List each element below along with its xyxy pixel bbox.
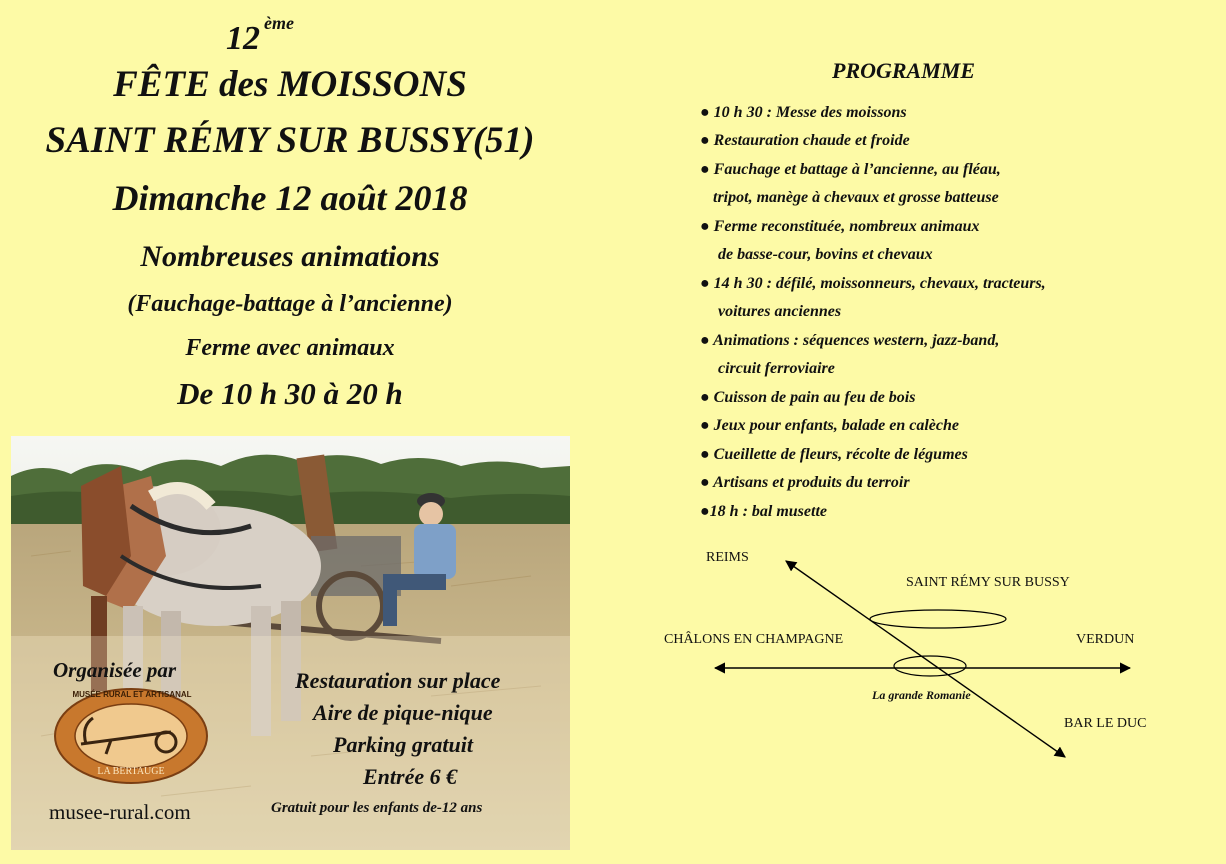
programme-item-cont: voitures anciennes bbox=[718, 303, 842, 320]
programme-item: ● Ferme reconstituée, nombreux animaux bbox=[700, 218, 980, 235]
animations-heading: Nombreuses animations bbox=[140, 240, 440, 273]
programme-item: ● Artisans et produits du terroir bbox=[700, 474, 910, 491]
programme-item: ● Jeux pour enfants, balade en calèche bbox=[700, 417, 959, 434]
animations-detail: (Fauchage-battage à l’ancienne) bbox=[127, 291, 453, 317]
programme-item: ● Cueillette de fleurs, récolte de légumes bbox=[700, 446, 968, 463]
programme-item: ● Animations : séquences western, jazz-band, bbox=[700, 332, 1000, 349]
programme-item: ● Restauration chaude et froide bbox=[700, 132, 910, 149]
programme-item: ● Cuisson de pain au feu de bois bbox=[700, 389, 916, 406]
edition-number: 12 $^{ème}$ bbox=[226, 13, 294, 57]
programme-item: ● 10 h 30 : Messe des moissons bbox=[700, 104, 907, 121]
map-label-saint-remy: SAINT RÉMY SUR BUSSY bbox=[906, 575, 1070, 590]
map-label-bar-le-duc: BAR LE DUC bbox=[1064, 716, 1147, 731]
organised-by-label: Organisée par bbox=[53, 658, 177, 682]
map-label-verdun: VERDUN bbox=[1076, 632, 1135, 647]
info-picnic: Aire de pique-nique bbox=[313, 700, 493, 725]
grande-romanie-marker bbox=[894, 656, 966, 676]
info-restauration: Restauration sur place bbox=[295, 668, 501, 693]
event-header bbox=[0, 0, 580, 430]
programme-item: ●18 h : bal musette bbox=[700, 503, 827, 520]
programme-item-cont: de basse-cour, bovins et chevaux bbox=[718, 246, 933, 263]
harvest-photo bbox=[11, 436, 570, 850]
harvest-scene-image bbox=[11, 436, 570, 850]
map-label-grande-romanie: La grande Romanie bbox=[872, 688, 971, 702]
edition-suffix: ème bbox=[264, 13, 294, 33]
saint-remy-marker bbox=[870, 610, 1006, 628]
hours-text: De 10 h 30 à 20 h bbox=[177, 376, 403, 411]
info-free-children: Gratuit pour les enfants de-12 ans bbox=[271, 800, 483, 816]
logo-text-bottom: LA BERTAUGE bbox=[97, 766, 165, 777]
info-price: Entrée 6 € bbox=[363, 764, 458, 789]
programme-item-cont: circuit ferroviaire bbox=[718, 360, 835, 377]
programme-title: PROGRAMME bbox=[832, 58, 976, 83]
farm-text: Ferme avec animaux bbox=[185, 335, 395, 361]
website-link[interactable]: musee-rural.com bbox=[49, 800, 191, 824]
map-label-chalons: CHÂLONS EN CHAMPAGNE bbox=[664, 632, 844, 647]
logo-text-top: MUSÉE RURAL ET ARTISANAL bbox=[72, 690, 192, 699]
programme-item: ● 14 h 30 : défilé, moissonneurs, chevaux, tracteurs, bbox=[700, 275, 1046, 292]
event-title: FÊTE des MOISSONS bbox=[113, 64, 467, 105]
event-date: Dimanche 12 août 2018 bbox=[112, 178, 468, 218]
info-parking: Parking gratuit bbox=[333, 732, 473, 757]
map-label-reims: REIMS bbox=[706, 550, 749, 565]
event-location: SAINT RÉMY SUR BUSSY(51) bbox=[45, 120, 535, 161]
programme-item-cont: tripot, manège à chevaux et grosse batteuse bbox=[713, 189, 999, 206]
programme-item: ● Fauchage et battage à l’ancienne, au fléau, bbox=[700, 161, 1001, 178]
